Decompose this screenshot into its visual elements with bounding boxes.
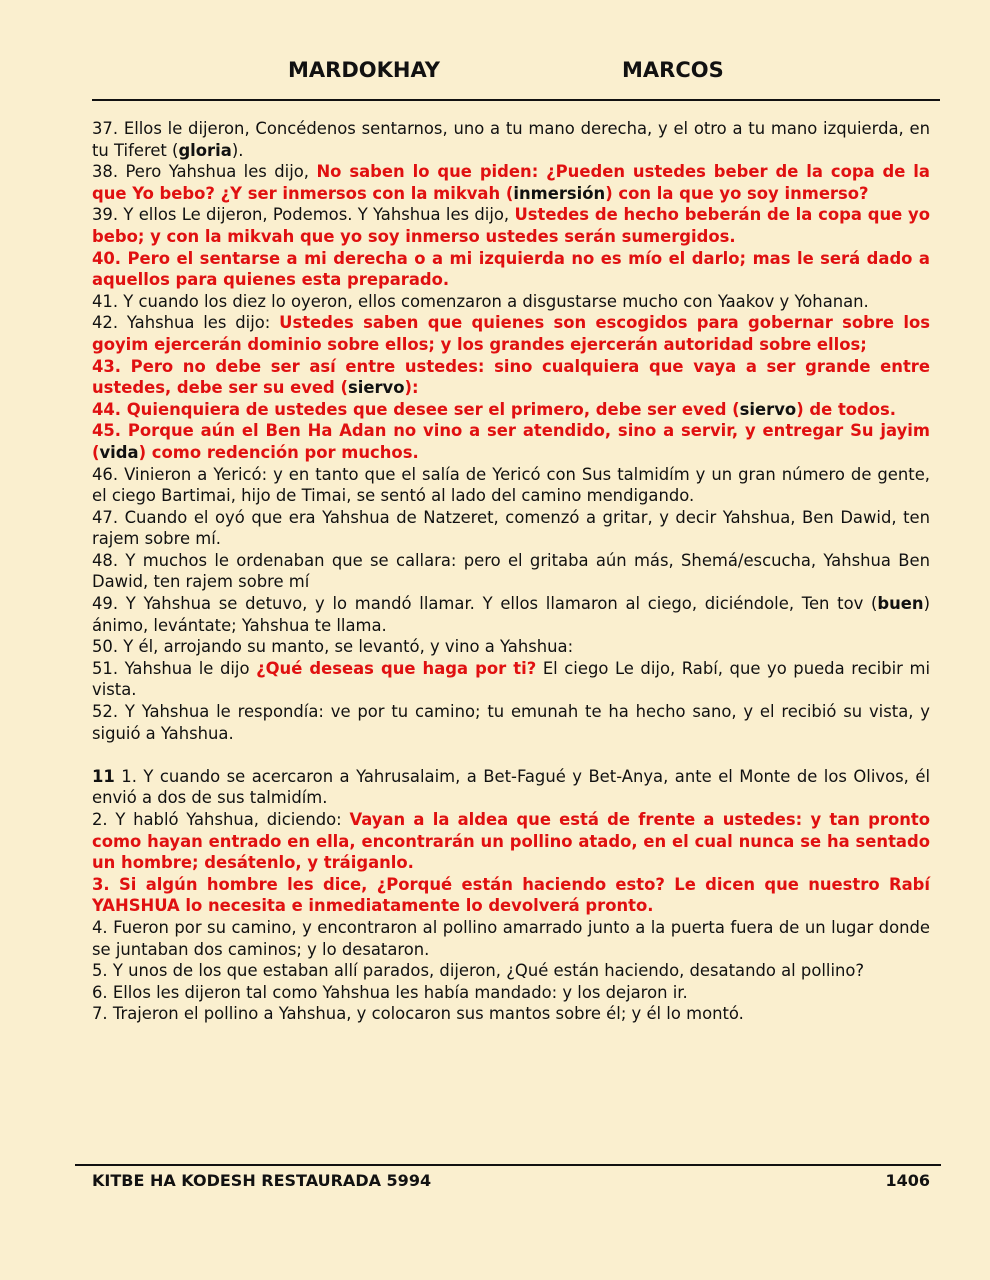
verse-46: 46. Vinieron a Yericó: y en tanto que el salía de Yericó con Sus talmidím y un gran número de gente, el ciego Bartimai, hijo de Timai, se sentó al lado del camino mendigando. [92, 464, 930, 506]
chapter-11-verse-5: 5. Y unos de los que estaban allí parados, dijeron, ¿Qué están haciendo, desatando al pollino? [92, 961, 865, 981]
scripture-text [92, 118, 930, 1025]
chapter-11-verse-2: 2. Y habló Yahshua, diciendo: Vayan a la aldea que está de frente a ustedes: y tan pronto como hayan entrado en ella, encontrarán un pollino atado, en el cual nunca se ha sentado un hombre; desátenlo, y tráiganlo. [92, 810, 931, 873]
verse-44: 44. Quienquiera de ustedes que desee ser el primero, debe ser eved (siervo) de todos. [92, 399, 897, 419]
verse-41: 41. Y cuando los diez lo oyeron, ellos comenzaron a disgustarse mucho con Yaakov y Yohanan. [92, 291, 869, 311]
chapter-11-verse-3: 3. Si algún hombre les dice, ¿Porqué están haciendo esto? Le dicen que nuestro Rabí YAHSHUA lo necesita e inmediatamente lo devolverá pronto. [92, 874, 930, 916]
verse-50: 50. Y él, arrojando su manto, se levantó, y vino a Yahshua: [92, 637, 574, 657]
chapter-11-verse-4: 4. Fueron por su camino, y encontraron al pollino amarrado junto a la puerta fuera de un lugar donde se juntaban dos caminos; y lo desataron. [92, 917, 930, 959]
header-divider [92, 99, 940, 101]
chapter-11-verse-7: 7. Trajeron el pollino a Yahshua, y colocaron sus mantos sobre él; y él lo montó. [92, 1004, 744, 1024]
chapter-11-verse-1: 11 1. Y cuando se acercaron a Yahrusalaim, a Bet-Fagué y Bet-Anya, ante el Monte de los Olivos, él envió a dos de sus talmidím. [92, 766, 930, 808]
verse-38: 38. Pero Yahshua les dijo, No saben lo que piden: ¿Pueden ustedes beber de la copa de la que Yo bebo? ¿Y ser inmersos con la mikvah (inmersión) con la que yo soy inmerso? [92, 162, 930, 203]
verse-49: 49. Y Yahshua se detuvo, y lo mandó llamar. Y ellos llamaron al ciego, diciéndole, Ten tov (buen) ánimo, levántate; Yahshua te llama. [92, 594, 930, 635]
page-header [92, 58, 940, 90]
verse-37: 37. Ellos le dijeron, Concédenos sentarnos, uno a tu mano derecha, y el otro a tu mano izquierda, en tu Tiferet (gloria). [92, 119, 930, 160]
chapter-gap [92, 744, 930, 766]
verse-42: 42. Yahshua les dijo: Ustedes saben que quienes son escogidos para gobernar sobre los goyim ejercerán dominio sobre ellos; y los grandes ejercerán autoridad sobre ellos; [92, 313, 930, 354]
verse-48: 48. Y muchos le ordenaban que se callara: pero el gritaba aún más, Shemá/escucha, Yahshua Ben Dawid, ten rajem sobre mí [92, 550, 930, 592]
verse-39: 39. Y ellos Le dijeron, Podemos. Y Yahshua les dijo, Ustedes de hecho beberán de la copa que yo bebo; y con la mikvah que yo soy inmerso ustedes serán sumergidos. [92, 205, 930, 246]
footer-book-title: KITBE HA KODESH RESTAURADA 5994 [92, 1171, 432, 1190]
verse-47: 47. Cuando el oyó que era Yahshua de Natzeret, comenzó a gritar, y decir Yahshua, Ben Dawid, ten rajem sobre mí. [92, 507, 930, 549]
verse-43: 43. Pero no debe ser así entre ustedes: sino cualquiera que vaya a ser grande entre ustedes, debe ser su eved (siervo): [92, 356, 930, 398]
header-right-title: MARCOS [622, 58, 724, 82]
chapter-number: 11 [92, 766, 115, 786]
chapter-11-verse-6: 6. Ellos les dijeron tal como Yahshua les había mandado: y los dejaron ir. [92, 982, 688, 1002]
page-number: 1406 [885, 1171, 930, 1190]
verse-40: 40. Pero el sentarse a mi derecha o a mi izquierda no es mío el darlo; mas le será dado a aquellos para quienes esta preparado. [92, 248, 930, 290]
header-left-title: MARDOKHAY [288, 58, 440, 82]
footer-divider [75, 1164, 941, 1166]
verse-52: 52. Y Yahshua le respondía: ve por tu camino; tu emunah te ha hecho sano, y el recibió su vista, y siguió a Yahshua. [92, 702, 930, 743]
verse-45: 45. Porque aún el Ben Ha Adan no vino a ser atendido, sino a servir, y entregar Su jayim (vida) como redención por muchos. [92, 421, 930, 462]
verse-51: 51. Yahshua le dijo ¿Qué deseas que haga por ti? El ciego Le dijo, Rabí, que yo pueda recibir mi vista. [92, 658, 931, 700]
